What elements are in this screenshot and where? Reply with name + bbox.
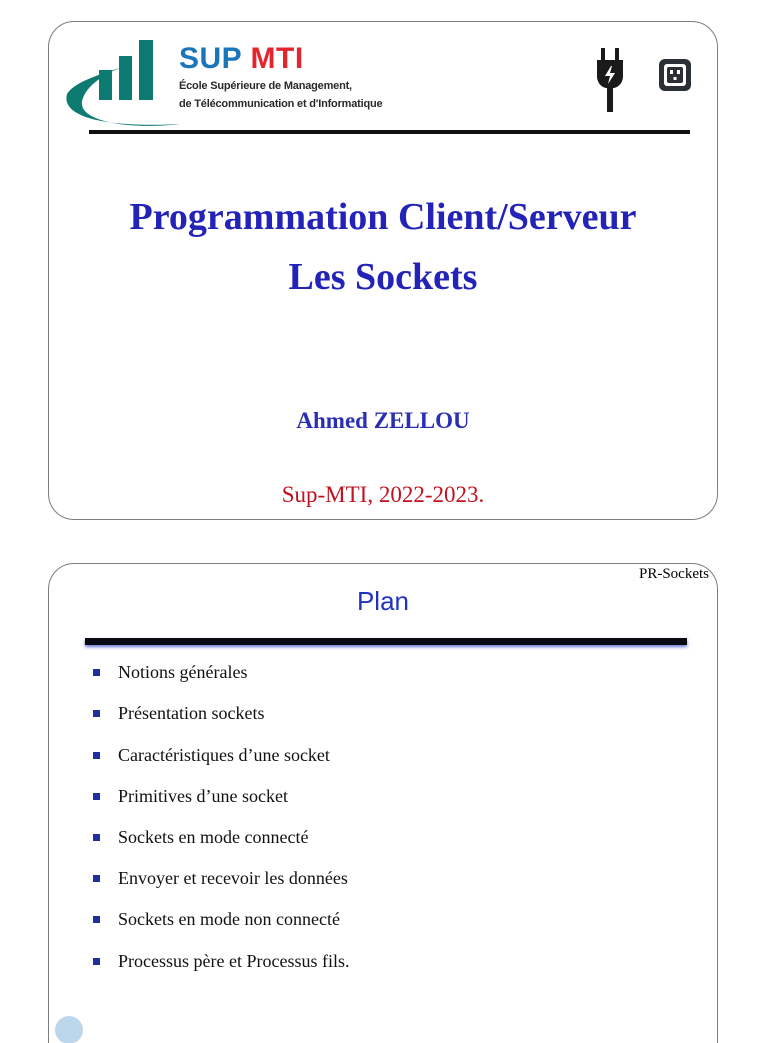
list-item-text: Envoyer et recevoir les données — [118, 867, 348, 888]
bullet-square-icon — [93, 752, 100, 759]
bullet-square-icon — [93, 710, 100, 717]
list-item-text: Processus père et Processus fils. — [118, 950, 350, 971]
bullet-square-icon — [93, 875, 100, 882]
title-slide — [48, 21, 718, 520]
course-tag: PR-Sockets — [638, 566, 709, 582]
plan-title: Plan — [356, 586, 410, 616]
institution-year: Sup-MTI, 2022-2023. — [281, 482, 485, 507]
list-item — [93, 784, 288, 808]
list-item — [93, 866, 348, 890]
power-socket-icon — [657, 57, 693, 93]
logo-brand — [179, 44, 304, 74]
bullet-square-icon — [93, 834, 100, 841]
logo-brand-sup: SUP — [179, 42, 242, 75]
plan-slide — [48, 563, 718, 1043]
author-name: Ahmed ZELLOU — [296, 408, 470, 433]
bullet-square-icon — [93, 958, 100, 965]
list-item — [93, 825, 308, 849]
list-item-text: Primitives d’une socket — [118, 785, 288, 806]
list-item — [93, 949, 349, 973]
logo-school-name-line1: École Supérieure de Management, — [179, 80, 352, 92]
logo-school-name-line2: de Télécommunication et d'Informatique — [179, 98, 383, 110]
slide-title-line1: Programmation Client/Serveur — [129, 196, 637, 238]
list-item-text: Présentation sockets — [118, 702, 265, 723]
header-rule — [89, 130, 690, 134]
slide-title-line2: Les Sockets — [288, 256, 478, 298]
list-item — [93, 907, 340, 931]
power-plug-icon — [593, 46, 627, 116]
sup-mti-logo — [61, 36, 381, 136]
list-item — [93, 660, 247, 684]
bullet-square-icon — [93, 793, 100, 800]
list-item-text: Notions générales — [118, 661, 248, 682]
bullet-square-icon — [93, 916, 100, 923]
header-icons — [569, 32, 709, 132]
list-item-text: Caractéristiques d’une socket — [118, 744, 330, 765]
list-item-text: Sockets en mode non connecté — [118, 908, 340, 929]
bullet-square-icon — [93, 669, 100, 676]
logo-brand-mti: MTI — [250, 42, 304, 75]
list-item — [93, 743, 330, 767]
corner-decoration — [55, 1016, 83, 1043]
plan-rule — [85, 638, 687, 645]
list-item-text: Sockets en mode connecté — [118, 826, 309, 847]
list-item — [93, 701, 264, 725]
